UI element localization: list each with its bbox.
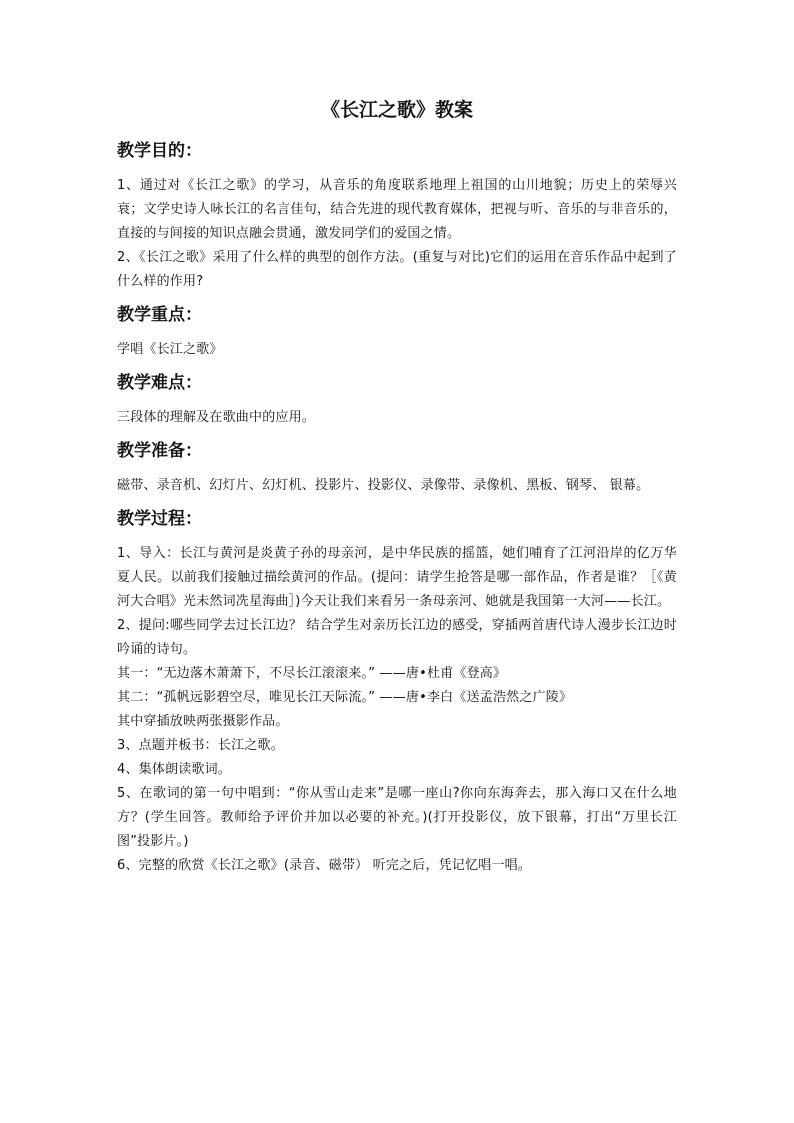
process-item-photos: 其中穿插放映两张摄影作品。 xyxy=(117,714,289,729)
process-item-3: 3、点题并板书：长江之歌。 xyxy=(117,738,284,753)
process-item-poem-1: 其一：“无边落木萧萧下，不尽长江滚滚来。” ——唐•杜甫《登高》 xyxy=(117,666,507,681)
process-item-4: 4、集体朗读歌词。 xyxy=(117,762,232,777)
document-title: 《长江之歌》教案 xyxy=(320,99,473,121)
heading-goal: 教学目的： xyxy=(117,141,202,161)
process-item-poem-2: 其二：“孤帆远影碧空尽，唯见长江天际流。” ——唐•李白《送孟浩然之广陵》 xyxy=(117,690,573,705)
prep-content xyxy=(117,474,677,498)
heading-process: 教学过程： xyxy=(117,509,202,529)
difficulty-content xyxy=(117,406,677,430)
prep-text: 磁带、录音机、幻灯片、幻灯机、投影片、投影仪、录像带、录像机、黑板、钢琴、 银幕。 xyxy=(117,478,650,493)
process-item-6: 6、完整的欣赏《长江之歌》(录音、磁带） 听完之后，凭记忆唱一唱。 xyxy=(117,858,532,873)
heading-difficulty: 教学难点： xyxy=(117,373,202,393)
heading-key: 教学重点： xyxy=(117,305,202,325)
process-item-5: 5、在歌词的第一句中唱到：“你从雪山走来”是哪一座山?你向东海奔去，那入海口又在什么地方？(学生回答。教师给予评价并加以必要的补充。)(打开投影仪，放下银幕，打出“万里长江图”投影片。) xyxy=(117,786,677,849)
heading-prep: 教学准备： xyxy=(117,441,202,461)
goal-content xyxy=(117,174,677,294)
key-text: 学唱《长江之歌》 xyxy=(117,342,223,357)
difficulty-text: 三段体的理解及在歌曲中的应用。 xyxy=(117,410,316,425)
process-content xyxy=(117,542,677,878)
process-item-1: 1、导入：长江与黄河是炎黄子孙的母亲河，是中华民族的摇篮，她们哺育了江河沿岸的亿万华夏人民。以前我们接触过描绘黄河的作品。(提问：请学生抢答是哪一部作品，作者是谁？［《黄河大合唱》光未然词冼星海曲］)今天让我们来看另一条母亲河、她就是我国第一大河——长江。 xyxy=(117,546,677,609)
document-body xyxy=(117,96,677,886)
goal-item-2: 2、《长江之歌》采用了什么样的典型的创作方法。(重复与对比)它们的运用在音乐作品中起到了什么样的作用? xyxy=(117,250,677,289)
key-content xyxy=(117,338,677,362)
goal-item-1: 1、通过对《长江之歌》的学习，从音乐的角度联系地理上祖国的山川地貌；历史上的荣辱兴衰；文学史诗人咏长江的名言佳句，结合先进的现代教育媒体，把视与听、音乐的与非音乐的，直接的与间接的知识点融会贯通，激发同学们的爱国之情。 xyxy=(117,178,677,241)
process-item-2: 2、提问:哪些同学去过长江边？ 结合学生对亲历长江边的感受，穿插两首唐代诗人漫步长江边时吟诵的诗句。 xyxy=(117,618,677,657)
